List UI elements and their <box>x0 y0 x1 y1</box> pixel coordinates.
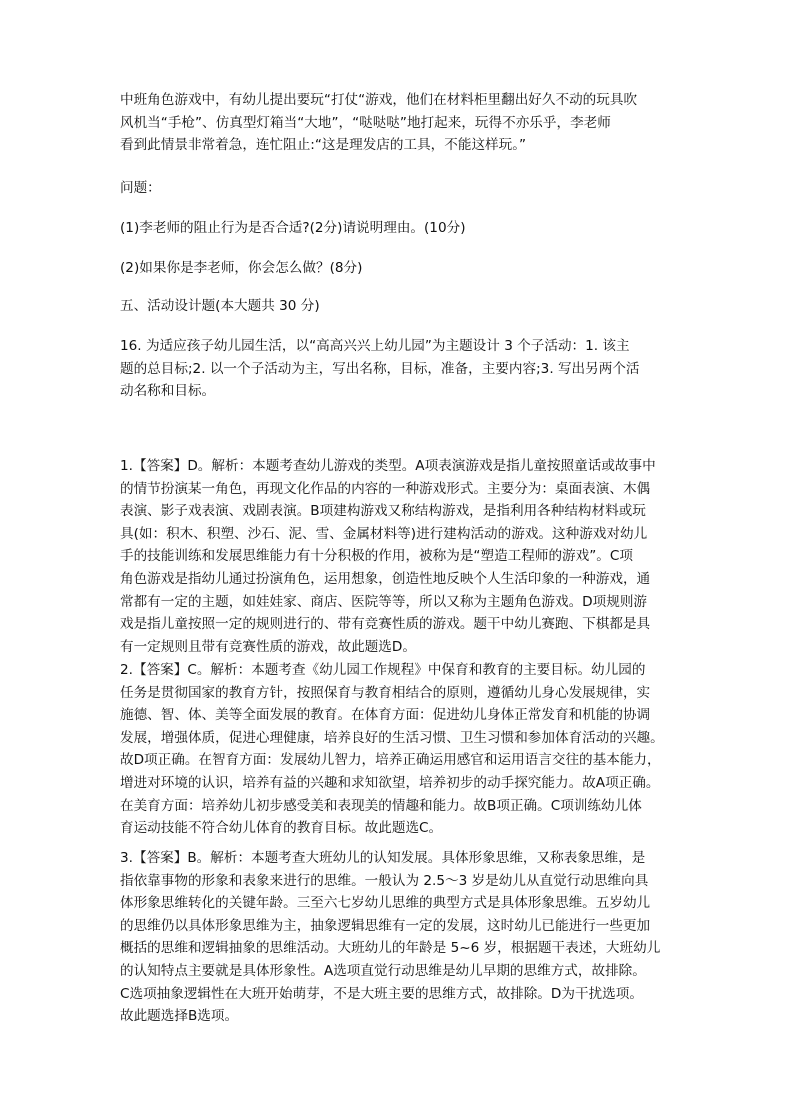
text-line: 16. 为适应孩子幼儿园生活，以“高高兴兴上幼儿园”为主题设计 3 个子活动：1. 该主 <box>120 338 630 354</box>
text-line: 发展，增强体质，促进心理健康，培养良好的生活习惯、卫生习惯和参加体育活动的兴趣。 <box>120 729 664 746</box>
text-line: 体形象思维转化的关键年龄。三至六七岁幼儿思维的典型方式是具体形象思维。五岁幼儿 <box>120 895 651 912</box>
text-line: 戏是指儿童按照一定的规则进行的、带有竞赛性质的游戏。题干中幼儿赛跑、下棋都是具 <box>120 616 651 633</box>
text-line: 施德、智、体、美等全面发展的教育。在体育方面：促进幼儿身体正常发育和机能的协调 <box>120 707 651 724</box>
text-line: 任务是贯彻国家的教育方针，按照保育与教育相结合的原则，遵循幼儿身心发展规律，实 <box>120 684 651 701</box>
text-line: 表演、影子戏表演、戏剧表演。B项建构游戏又称结构游戏，是指利用各种结构材料或玩 <box>120 503 646 520</box>
text-line: 的认知特点主要就是具体形象性。A选项直觉行动思维是幼儿早期的思维方式，故排除。 <box>120 962 646 979</box>
text-line: 1.【答案】D。解析：本题考查幼儿游戏的类型。A项表演游戏是指儿童按照童话或故事中 <box>120 458 656 474</box>
question-16 <box>120 335 700 403</box>
text-line: 看到此情景非常着急，连忙阻止:“这是理发店的工具，不能这样玩。” <box>120 137 527 154</box>
text-line: 概括的思维和逻辑抽象的思维活动。大班幼儿的年龄是 5~6 岁，根据题干表述，大班幼儿 <box>120 940 661 957</box>
text-line: 故D项正确。在智育方面：发展幼儿智力，培养正确运用感官和运用语言交往的基本能力， <box>120 752 661 769</box>
text-line: 题的总目标;2. 以一个子活动为主，写出名称，目标，准备，主要内容;3. 写出另两个活 <box>120 360 640 377</box>
text-line: C选项抽象逻辑性在大班开始萌芽，不是大班主要的思维方式，故排除。D为干扰选项。 <box>120 985 643 1002</box>
answer-2 <box>120 659 700 840</box>
question-2: (2)如果你是李老师，你会怎么做？(8分) <box>120 260 363 276</box>
text-line: 3.【答案】B。解析：本题考查大班幼儿的认知发展。具体形象思维，又称表象思维，是 <box>120 850 646 866</box>
question-label: 问题： <box>120 180 161 196</box>
text-line: 具(如：积木、积塑、沙石、泥、雪、金属材料等)进行建构活动的游戏。这种游戏对幼儿 <box>120 525 648 542</box>
text-line: 的思维仍以具体形象思维为主，抽象逻辑思维有一定的发展，这时幼儿已能进行一些更加 <box>120 917 651 934</box>
text-line: 指依靠事物的形象和表象来进行的思维。一般认为 2.5～3 岁是幼儿从直觉行动思维向具 <box>120 872 649 889</box>
text-line: 动名称和目标。 <box>120 383 216 400</box>
text-line: 中班角色游戏中，有幼儿提出要玩“打仗“游戏，他们在材料柜里翻出好久不动的玩具吹 <box>120 92 638 108</box>
text-line: 2.【答案】C。解析：本题考查《幼儿园工作规程》中保育和教育的主要目标。幼儿园的 <box>120 662 646 678</box>
text-line: 手的技能训练和发展思维能力有十分积极的作用，被称为是“塑造工程师的游戏”。C项 <box>120 548 633 565</box>
text-line: 增进对环境的认识，培养有益的兴趣和求知欲望，培养初步的动手探究能力。故A项正确。 <box>120 774 660 791</box>
section-title: 五、活动设计题(本大题共 30 分) <box>120 298 320 314</box>
text-line: 的情节扮演某一角色，再现文化作品的内容的一种游戏形式。主要分为：桌面表演、木偶 <box>120 480 651 497</box>
text-line: 有一定规则且带有竞赛性质的游戏，故此题选D。 <box>120 638 416 655</box>
text-line: 风机当“手枪”、仿真型灯箱当“大地”，“哒哒哒”地打起来，玩得不亦乐乎，李老师 <box>120 114 611 131</box>
text-line: 角色游戏是指幼儿通过扮演角色，运用想象，创造性地反映个人生活印象的一种游戏，通 <box>120 570 651 587</box>
question-1: (1)李老师的阻止行为是否合适?(2分)请说明理由。(10分) <box>120 220 466 236</box>
text-line: 常都有一定的主题，如娃娃家、商店、医院等等，所以又称为主题角色游戏。D项规则游 <box>120 593 648 610</box>
case-paragraph <box>120 89 700 157</box>
text-line: 在美育方面：培养幼儿初步感受美和表现美的情趣和能力。故B项正确。C项训练幼儿体 <box>120 797 642 814</box>
answer-1 <box>120 455 700 658</box>
text-line: 育运动技能不符合幼儿体育的教育目标。故此题选C。 <box>120 820 443 837</box>
answer-3 <box>120 847 700 1028</box>
text-line: 故此题选择B选项。 <box>120 1008 239 1025</box>
